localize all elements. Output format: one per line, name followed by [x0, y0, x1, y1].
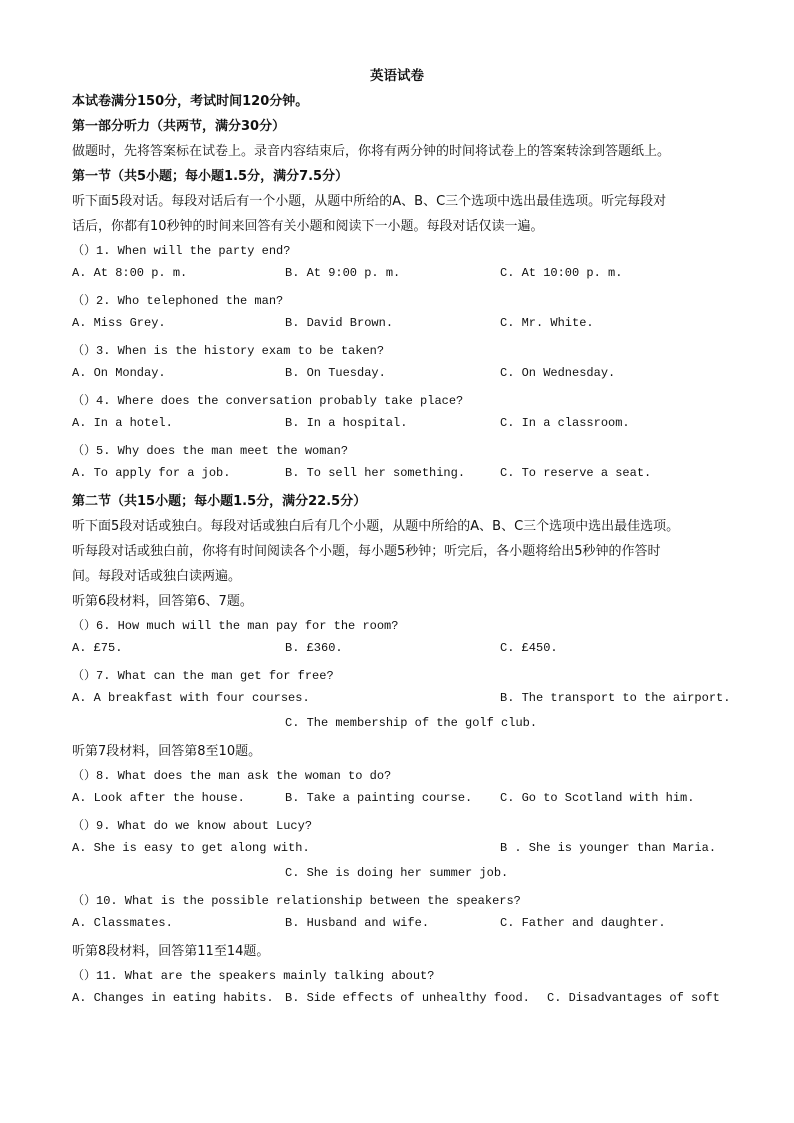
section2-instruction-1: 听下面5段对话或独白。每段对话或独白后有几个小题，从题中所给的A、B、C三个选项中选出最佳选项。 — [72, 519, 680, 534]
q1-option-a: A. At 8:00 p. m. — [72, 266, 188, 280]
q7-option-c: C. The membership of the golf club. — [285, 716, 538, 730]
q9-option-b: B . She is younger than Maria. — [500, 841, 717, 855]
part1-instruction: 做题时，先将答案标在试卷上。录音内容结束后，你将有两分钟的时间将试卷上的答案转涂到答题纸上。 — [72, 144, 671, 159]
q2-option-a: A. Miss Grey. — [72, 316, 166, 330]
q5-option-b: B. To sell her something. — [285, 466, 466, 480]
section1-instruction-2: 话后，你都有10秒钟的时间来回答有关小题和阅读下一小题。每段对话仅读一遍。 — [72, 219, 544, 234]
question-7: （）7. What can the man get for free? — [72, 669, 334, 683]
q11-option-c: C. Disadvantages of soft — [547, 991, 720, 1005]
material-8-heading: 听第8段材料，回答第11至14题。 — [72, 944, 270, 959]
q10-option-a: A. Classmates. — [72, 916, 173, 930]
section2-instruction-2: 听每段对话或独白前，你将有时间阅读各个小题，每小题5秒钟；听完后，各小题将给出5秒钟的作答时 — [72, 544, 661, 559]
question-5: （）5. Why does the man meet the woman? — [72, 444, 349, 458]
q1-option-c: C. At 10:00 p. m. — [500, 266, 623, 280]
q4-option-b: B. In a hospital. — [285, 416, 408, 430]
question-4: （）4. Where does the conversation probably take place? — [72, 394, 464, 408]
intro-line: 本试卷满分150分，考试时间120分钟。 — [72, 94, 309, 109]
q8-option-a: A. Look after the house. — [72, 791, 245, 805]
q10-option-c: C. Father and daughter. — [500, 916, 666, 930]
q7-option-a: A. A breakfast with four courses. — [72, 691, 310, 705]
q3-option-c: C. On Wednesday. — [500, 366, 616, 380]
q6-option-c: C. £450. — [500, 641, 558, 655]
q7-option-b: B. The transport to the airport. — [500, 691, 731, 705]
section2-instruction-3: 间。每段对话或独白读两遍。 — [72, 569, 242, 584]
question-9: （）9. What do we know about Lucy? — [72, 819, 313, 833]
question-2: （）2. Who telephoned the man? — [72, 294, 284, 308]
q2-option-b: B. David Brown. — [285, 316, 394, 330]
q5-option-c: C. To reserve a seat. — [500, 466, 652, 480]
question-10: （）10. What is the possible relationship between the speakers? — [72, 894, 521, 908]
question-3: （）3. When is the history exam to be taken? — [72, 344, 385, 358]
q1-option-b: B. At 9:00 p. m. — [285, 266, 401, 280]
q11-option-a: A. Changes in eating habits. — [72, 991, 274, 1005]
section1-instruction-1: 听下面5段对话。每段对话后有一个小题，从题中所给的A、B、C三个选项中选出最佳选项。听完每段对 — [72, 194, 667, 209]
q11-option-b: B. Side effects of unhealthy food. — [285, 991, 530, 1005]
q3-option-b: B. On Tuesday. — [285, 366, 386, 380]
page-title: 英语试卷 — [370, 68, 424, 84]
q9-option-c: C. She is doing her summer job. — [285, 866, 509, 880]
q3-option-a: A. On Monday. — [72, 366, 166, 380]
q5-option-a: A. To apply for a job. — [72, 466, 231, 480]
section1-heading: 第一节（共5小题；每小题1.5分，满分7.5分） — [72, 169, 349, 184]
q2-option-c: C. Mr. White. — [500, 316, 594, 330]
question-8: （）8. What does the man ask the woman to do? — [72, 769, 392, 783]
q10-option-b: B. Husband and wife. — [285, 916, 430, 930]
q8-option-b: B. Take a painting course. — [285, 791, 473, 805]
q6-option-a: A. £75. — [72, 641, 123, 655]
question-6: （）6. How much will the man pay for the room? — [72, 619, 399, 633]
q4-option-c: C. In a classroom. — [500, 416, 630, 430]
question-11: （）11. What are the speakers mainly talking about? — [72, 969, 435, 983]
part1-heading: 第一部分听力（共两节，满分30分） — [72, 119, 286, 134]
section2-heading: 第二节（共15小题；每小题1.5分，满分22.5分） — [72, 494, 367, 509]
q6-option-b: B. £360. — [285, 641, 343, 655]
material-6-heading: 听第6段材料，回答第6、7题。 — [72, 594, 253, 609]
q4-option-a: A. In a hotel. — [72, 416, 173, 430]
q8-option-c: C. Go to Scotland with him. — [500, 791, 695, 805]
question-1: （）1. When will the party end? — [72, 244, 291, 258]
material-7-heading: 听第7段材料，回答第8至10题。 — [72, 744, 262, 759]
q9-option-a: A. She is easy to get along with. — [72, 841, 310, 855]
